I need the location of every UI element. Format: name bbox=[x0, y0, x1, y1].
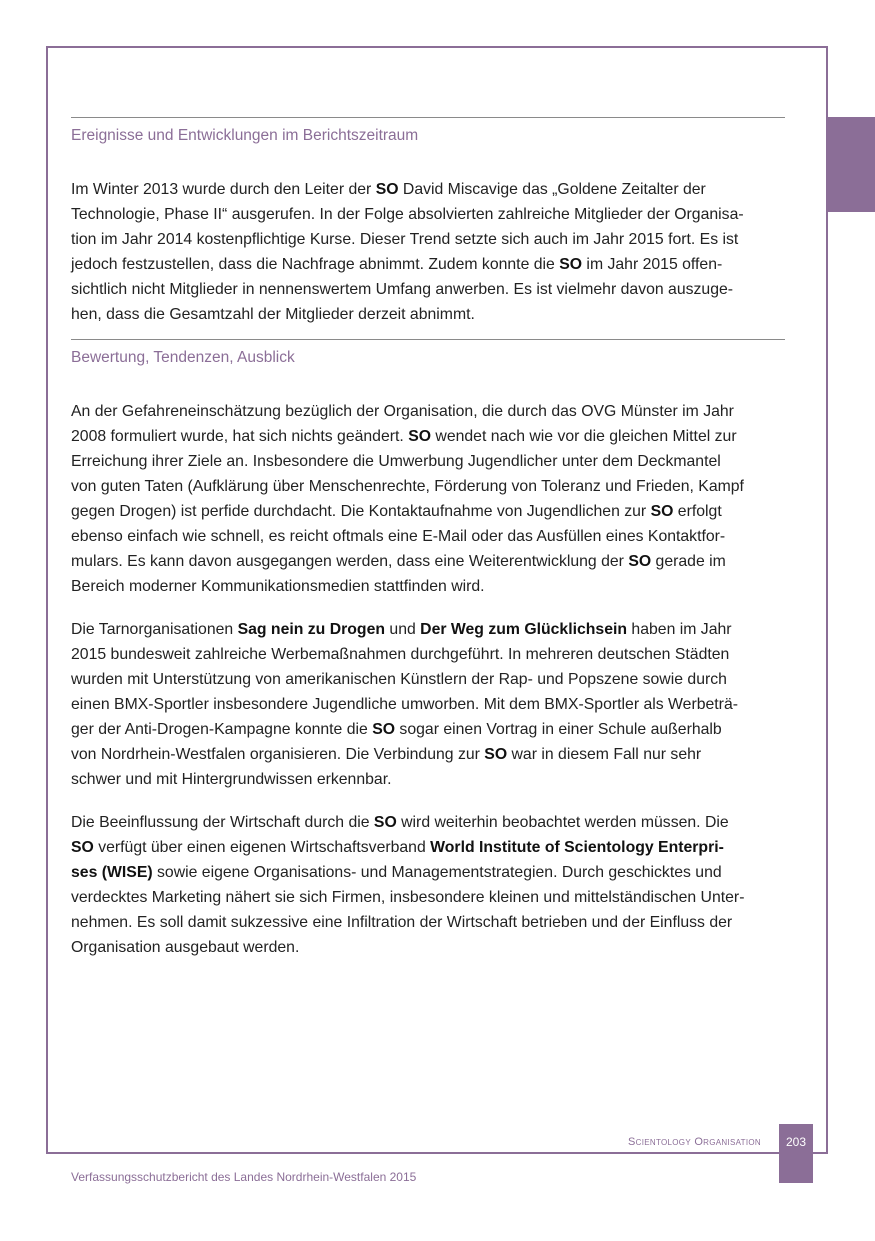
text-line: wurden mit Unterstützung von amerikanischen Künstlern der Rap- und Popszene sowie durch bbox=[71, 671, 727, 688]
text-line: Die Tarnorganisationen Sag nein zu Drogen und Der Weg zum Glücklichsein haben im Jahr bbox=[71, 621, 732, 638]
divider-top bbox=[71, 117, 785, 118]
text-line: 2015 bundesweit zahlreiche Werbemaßnahmen durchgeführt. In mehreren deutschen Städten bbox=[71, 646, 730, 663]
paragraph-assessment-3 bbox=[71, 810, 785, 960]
paragraph-assessment-2 bbox=[71, 617, 785, 792]
text-line: schwer und mit Hintergrundwissen erkennbar. bbox=[71, 771, 392, 788]
divider-middle bbox=[71, 339, 785, 340]
text-line: Erreichung ihrer Ziele an. Insbesondere die Umwerbung Jugendlicher unter dem Deckmantel bbox=[71, 453, 721, 470]
text-line: Organisation ausgebaut werden. bbox=[71, 939, 300, 956]
text-line: nehmen. Es soll damit sukzessive eine Infiltration der Wirtschaft betrieben und der Einfluss der bbox=[71, 914, 733, 931]
text-line: ses (WISE) sowie eigene Organisations- und Managementstrategien. Durch geschicktes und bbox=[71, 864, 722, 881]
text-line: Bereich moderner Kommunikationsmedien stattfinden wird. bbox=[71, 578, 485, 595]
text-line: von Nordrhein-Westfalen organisieren. Die Verbindung zur SO war in diesem Fall nur sehr bbox=[71, 746, 702, 763]
paragraph-events bbox=[71, 177, 785, 327]
page-number-box bbox=[779, 1124, 813, 1183]
text-line: von guten Taten (Aufklärung über Menschenrechte, Förderung von Toleranz und Frieden, Kampf bbox=[71, 478, 744, 495]
text-line: sichtlich nicht Mitglieder in nennenswertem Umfang anwerben. Es ist vielmehr davon auszuge- bbox=[71, 281, 734, 298]
paragraph-assessment-1 bbox=[71, 399, 785, 599]
text-line: An der Gefahreneinschätzung bezüglich der Organisation, die durch das OVG Münster im Jahr bbox=[71, 403, 734, 420]
text-line: SO verfügt über einen eigenen Wirtschaftsverband World Institute of Scientology Enterpri- bbox=[71, 839, 724, 856]
footer-text: Verfassungsschutzbericht des Landes Nordrhein-Westfalen 2015 bbox=[71, 1170, 417, 1184]
text-line: 2008 formuliert wurde, hat sich nichts geändert. SO wendet nach wie vor die gleichen Mittel zur bbox=[71, 428, 737, 445]
text-line: Technologie, Phase II“ ausgerufen. In der Folge absolvierten zahlreiche Mitglieder der Organisa- bbox=[71, 206, 744, 223]
text-line: ger der Anti-Drogen-Kampagne konnte die SO sogar einen Vortrag in einer Schule außerhalb bbox=[71, 721, 722, 738]
text-line: Im Winter 2013 wurde durch den Leiter der SO David Miscavige das „Goldene Zeitalter der bbox=[71, 181, 706, 198]
section-heading-events: Ereignisse und Entwicklungen im Berichtszeitraum bbox=[71, 127, 419, 144]
page-number: 203 bbox=[785, 1135, 807, 1149]
running-title: Scientology Organisation bbox=[628, 1136, 761, 1148]
text-line: Die Beeinflussung der Wirtschaft durch die SO wird weiterhin beobachtet werden müssen. Die bbox=[71, 814, 729, 831]
text-line: mulars. Es kann davon ausgegangen werden, dass eine Weiterentwicklung der SO gerade im bbox=[71, 553, 726, 570]
text-line: verdecktes Marketing nähert sie sich Firmen, insbesondere kleinen und mittelständischen Unter- bbox=[71, 889, 745, 906]
text-line: gegen Drogen) ist perfide durchdacht. Die Kontaktaufnahme von Jugendlichen zur SO erfolgt bbox=[71, 503, 722, 520]
text-line: jedoch festzustellen, dass die Nachfrage abnimmt. Zudem konnte die SO im Jahr 2015 offen- bbox=[71, 256, 723, 273]
text-line: tion im Jahr 2014 kostenpflichtige Kurse. Dieser Trend setzte sich auch im Jahr 2015 fort. Es ist bbox=[71, 231, 739, 248]
text-line: ebenso einfach wie schnell, es reicht oftmals eine E-Mail oder das Ausfüllen eines Kontaktfor- bbox=[71, 528, 726, 545]
text-line: hen, dass die Gesamtzahl der Mitglieder derzeit abnimmt. bbox=[71, 306, 475, 323]
text-line: einen BMX-Sportler insbesondere Jugendliche umworben. Mit dem BMX-Sportler als Werbeträ- bbox=[71, 696, 738, 713]
section-heading-assessment: Bewertung, Tendenzen, Ausblick bbox=[71, 349, 295, 366]
chapter-tab bbox=[828, 117, 875, 212]
